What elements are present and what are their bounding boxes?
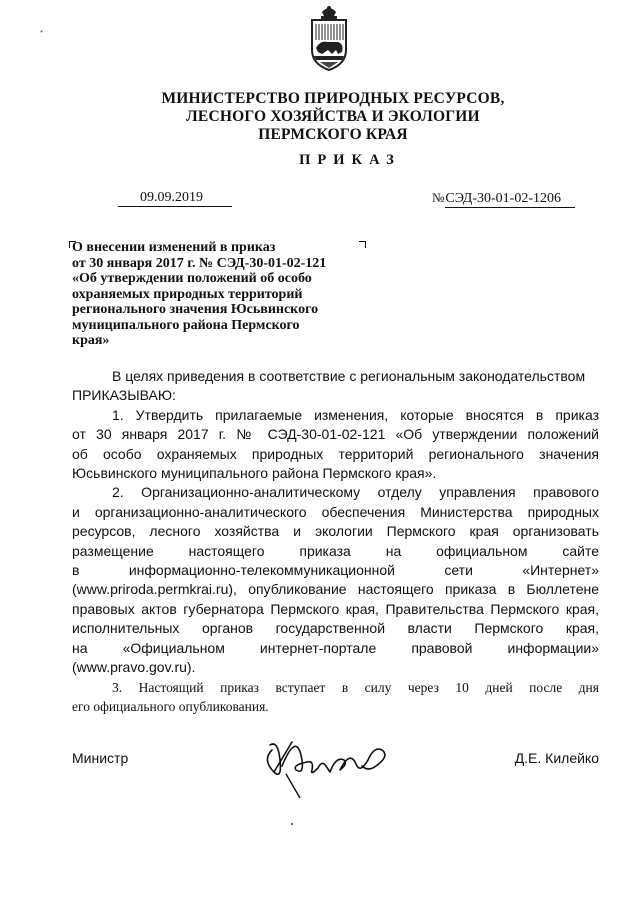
perm-krai-coat-of-arms-icon [304,4,354,76]
stray-mark-icon [40,30,43,33]
item-2-line-3: ресурсов, лесного хозяйства и экологии Пермского края организовать [72,523,599,540]
scan-speck [291,823,293,825]
subject-line-4: охраняемых природных территорий [72,286,303,302]
order-verb: ПРИКАЗЫВАЮ: [72,387,176,404]
document-number [432,190,575,208]
item-1-line-4: Юсьвинского муниципального района Пермского края». [72,465,437,482]
number-sign: № [432,190,445,205]
item-2-line-7: правовых актов губернатора Пермского края, Правительства Пермского края, [72,600,599,617]
subject-line-3: «Об утверждении положений об особо [72,271,312,286]
corner-bracket-right-icon [359,241,366,248]
document-type-title: ПРИКАЗ [299,152,401,168]
ministry-line-3: ПЕРМСКОГО КРАЯ [258,126,408,143]
subject-line-2: от 30 января 2017 г. № СЭД-30-01-02-121 [72,255,327,271]
subject-line-7: края» [72,333,110,348]
item-2-line-9: на «Официальном интернет-портале правовой информации» [72,639,599,656]
signatory-title: Министр [72,750,129,766]
number-value: СЭД-30-01-02-1206 [445,191,575,208]
item-2-line-1: 2. Организационно-аналитическому отделу управления правового [112,484,599,501]
ministry-header [0,90,640,144]
handwritten-signature-icon [252,720,402,800]
corner-bracket-left-icon [69,241,76,248]
order-subject [72,240,372,349]
item-1-line-2: от 30 января 2017 г. № СЭД-30-01-02-121 «Об утверждении положений [72,426,599,443]
item-2-line-2: и организационно-аналитического обеспечения Министерства природных [72,503,599,520]
ministry-line-2: ЛЕСНОГО ХОЗЯЙСТВА И ЭКОЛОГИИ [186,108,480,125]
item-2-line-8: исполнительных органов государственной власти Пермского края, [72,620,599,637]
ministry-line-1: МИНИСТЕРСТВО ПРИРОДНЫХ РЕСУРСОВ, [161,90,505,107]
subject-line-5: регионального значения Юсьвинского [72,302,319,317]
item-2-line-4: размещение настоящего приказа на официальном сайте [72,542,599,559]
item-1-line-1: 1. Утвердить прилагаемые изменения, которые вносятся в приказ [112,406,599,423]
document-date [118,190,232,207]
item-3-line-2: его официального опубликования. [72,698,269,714]
subject-line-6: муниципального района Пермского [72,317,300,333]
order-body [72,367,599,716]
subject-line-1: О внесении изменений в приказ [72,240,276,255]
date-value: 09.09.2019 [118,190,232,207]
item-1-line-3: об особо охраняемых природных территорий регионального значения [72,445,599,462]
item-2-line-10: (www.pravo.gov.ru). [72,659,196,676]
item-2-line-5: в информационно-телекоммуникационной сети «Интернет» [72,562,599,579]
intro-line: В целях приведения в соответствие с региональным законодательством [112,368,586,384]
item-3-line-1: 3. Настоящий приказ вступает в силу через 10 дней после дня [112,679,599,695]
item-2-line-6: (www.priroda.permkrai.ru), опубликование настоящего приказа в Бюллетене [72,581,599,598]
signatory-name: Д.Е. Килейко [514,750,599,766]
